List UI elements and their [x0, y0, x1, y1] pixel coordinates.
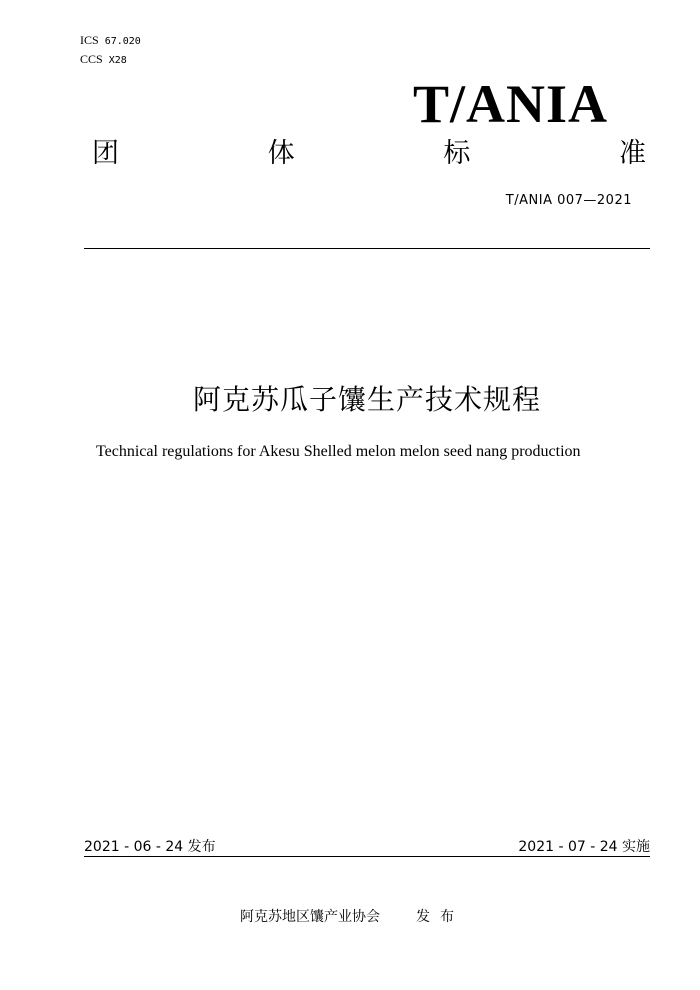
standard-type-char: 团	[92, 138, 119, 169]
ics-value: 67.020	[104, 36, 141, 47]
ics-label: ICS	[80, 33, 99, 47]
standard-type-char: 标	[443, 138, 471, 169]
publisher-name: 阿克苏地区馕产业协会	[240, 909, 380, 925]
standard-type	[92, 138, 646, 170]
standard-type-char: 体	[267, 138, 295, 169]
standard-number: T/ANIA 007—2021	[505, 193, 632, 208]
implementation-date: 2021 - 07 - 24 实施	[518, 839, 650, 855]
publisher-action: 发布	[416, 909, 464, 925]
release-date: 2021 - 06 - 24 发布	[84, 839, 216, 855]
ccs-value: X28	[108, 55, 127, 66]
standard-logo: T/ANIA	[412, 74, 608, 134]
header-divider	[84, 248, 650, 249]
ics-code	[80, 34, 141, 48]
ccs-code	[80, 53, 127, 67]
document-title: 阿克苏瓜子馕生产技术规程	[192, 383, 541, 416]
publisher	[240, 906, 464, 926]
footer-divider	[84, 856, 650, 857]
standard-type-char: 准	[618, 138, 646, 169]
ccs-label: CCS	[80, 52, 103, 66]
document-title-english: Technical regulations for Akesu Shelled melon melon seed nang production	[96, 443, 581, 460]
